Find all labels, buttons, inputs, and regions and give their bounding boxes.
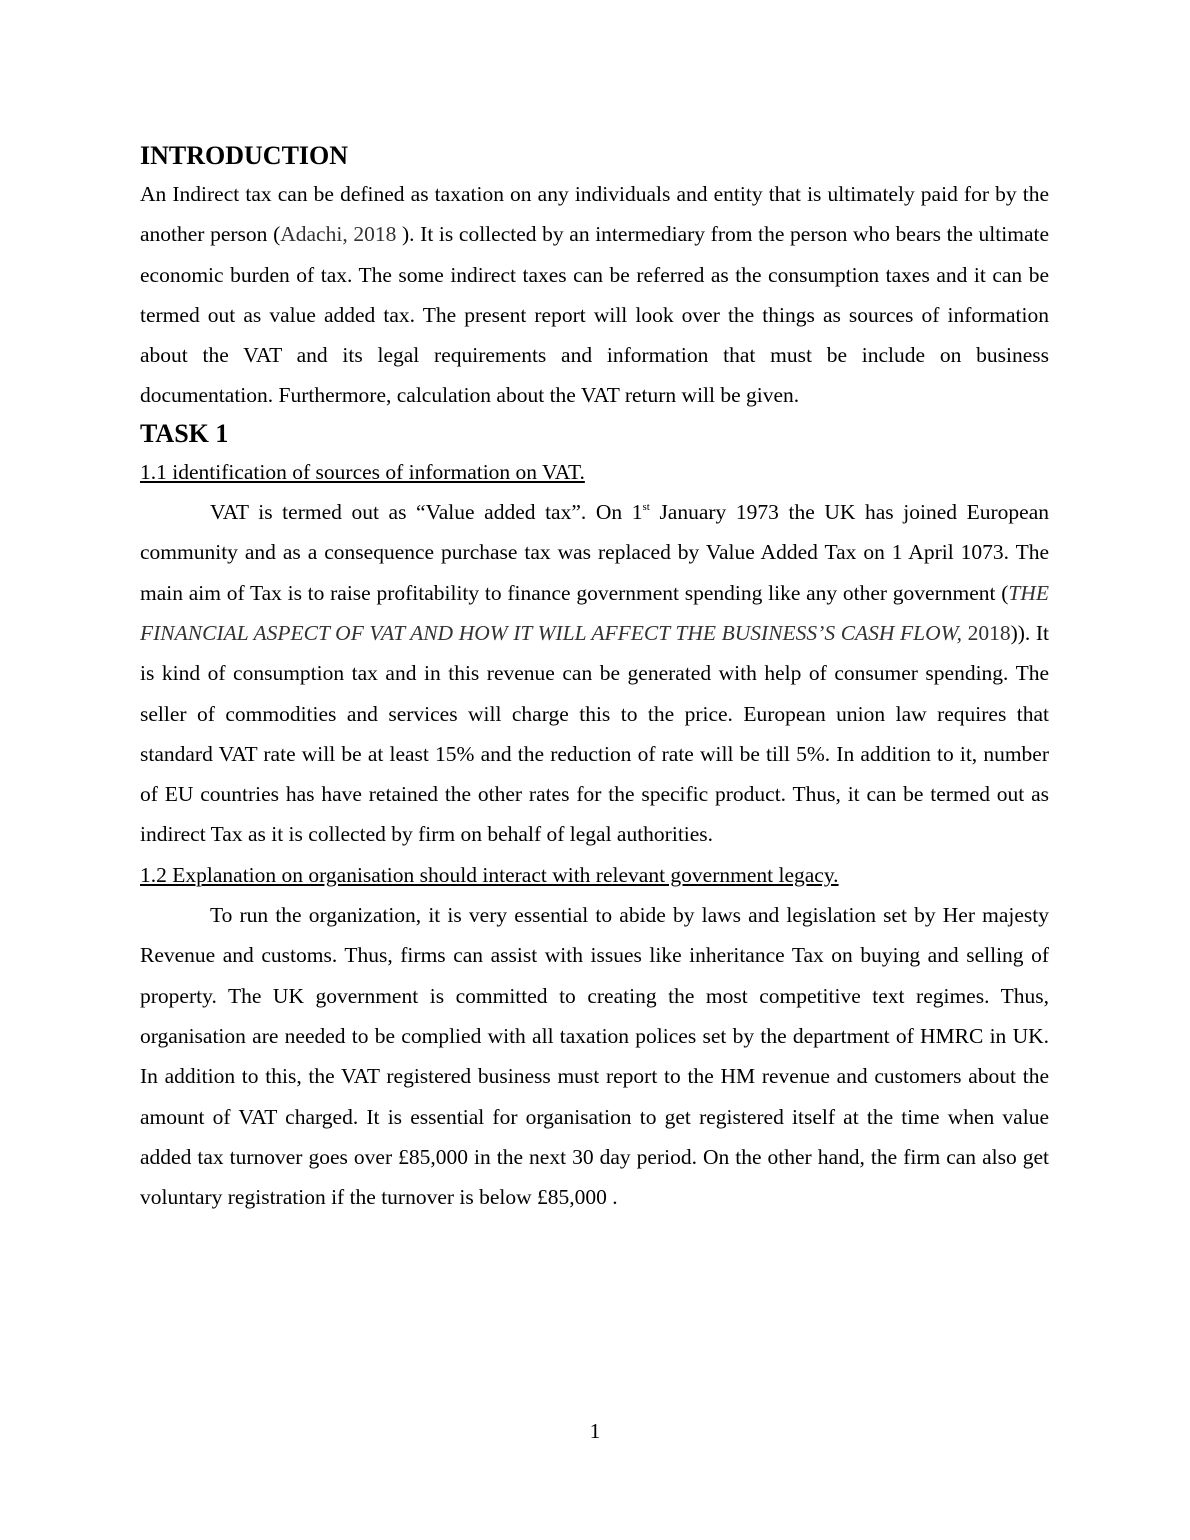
section-1-2-title: 1.2 Explanation on organisation should interact with relevant government legacy. — [140, 862, 839, 887]
section-1-1-text-a: VAT is termed out as “Value added tax”. On 1 — [210, 500, 643, 525]
citation-title: THE FINANCIAL ASPECT OF VAT AND HOW IT WILL AFFECT THE BUSINESS’S CASH FLOW, — [140, 580, 1049, 645]
intro-text-part-2: ). It is collected by an intermediary from the person who bears the ultimate economic burden of tax. The some indirect taxes can be referred as the consumption taxes and it can be termed out as value added tax. The present report will look over the things as sources of information about the VAT and its legal requirements and information that must be include on business documentation. Furthermore, calculation about the VAT return will be given. — [140, 222, 1050, 408]
section-1-2-paragraph: To run the organization, it is very essential to abide by laws and legislation set by Her majesty Revenue and customs. Thus, firms can assist with issues like inheritance Tax on buying and selling of property. The UK government is committed to creating the most competitive text regimes. Thus, organisation are needed to be complied with all taxation polices set by the department of HMRC in UK. In addition to this, the VAT registered business must report to the HM revenue and customers about the amount of VAT charged. It is essential for organisation to get registered itself at the time when value added tax turnover goes over £85,000 in the next 30 day period. On the other hand, the firm can also get voluntary registration if the turnover is below £85,000 . — [140, 903, 1049, 1210]
section-1-1-paragraph — [140, 492, 1049, 855]
intro-text-part-1: An Indirect tax can be defined as taxation on any individuals and entity that is ultimately paid for by the another person ( — [140, 182, 1049, 247]
intro-citation: Adachi, 2018 — [280, 222, 397, 247]
document-page — [140, 138, 1049, 1217]
ordinal-superscript: st — [642, 501, 650, 514]
section-1-1-text-c: )). It is kind of consumption tax and in this revenue can be generated with help of consumer spending. The seller of commodities and services will charge this to the price. European union law requires that standard VAT rate will be at least 15% and the reduction of rate will be till 5%. In addition to it, number of EU countries has have retained the other rates for the specific product. Thus, it can be termed out as indirect Tax as it is collected by firm on behalf of legal authorities. — [140, 620, 1050, 847]
introduction-paragraph — [140, 174, 1049, 416]
section-1-1-title: 1.1 identification of sources of information on VAT. — [140, 459, 585, 484]
section-1-1-text-b: January 1973 the UK has joined European community and as a consequence purchase tax was replaced by Value Added Tax on 1 April 1073. The main aim of Tax is to raise profitability to finance government spending like any other government ( — [140, 500, 1049, 605]
introduction-heading: INTRODUCTION — [140, 141, 349, 170]
citation-year: 2018 — [961, 620, 1011, 645]
task1-heading: TASK 1 — [140, 418, 229, 448]
page-number: 1 — [589, 1419, 601, 1443]
